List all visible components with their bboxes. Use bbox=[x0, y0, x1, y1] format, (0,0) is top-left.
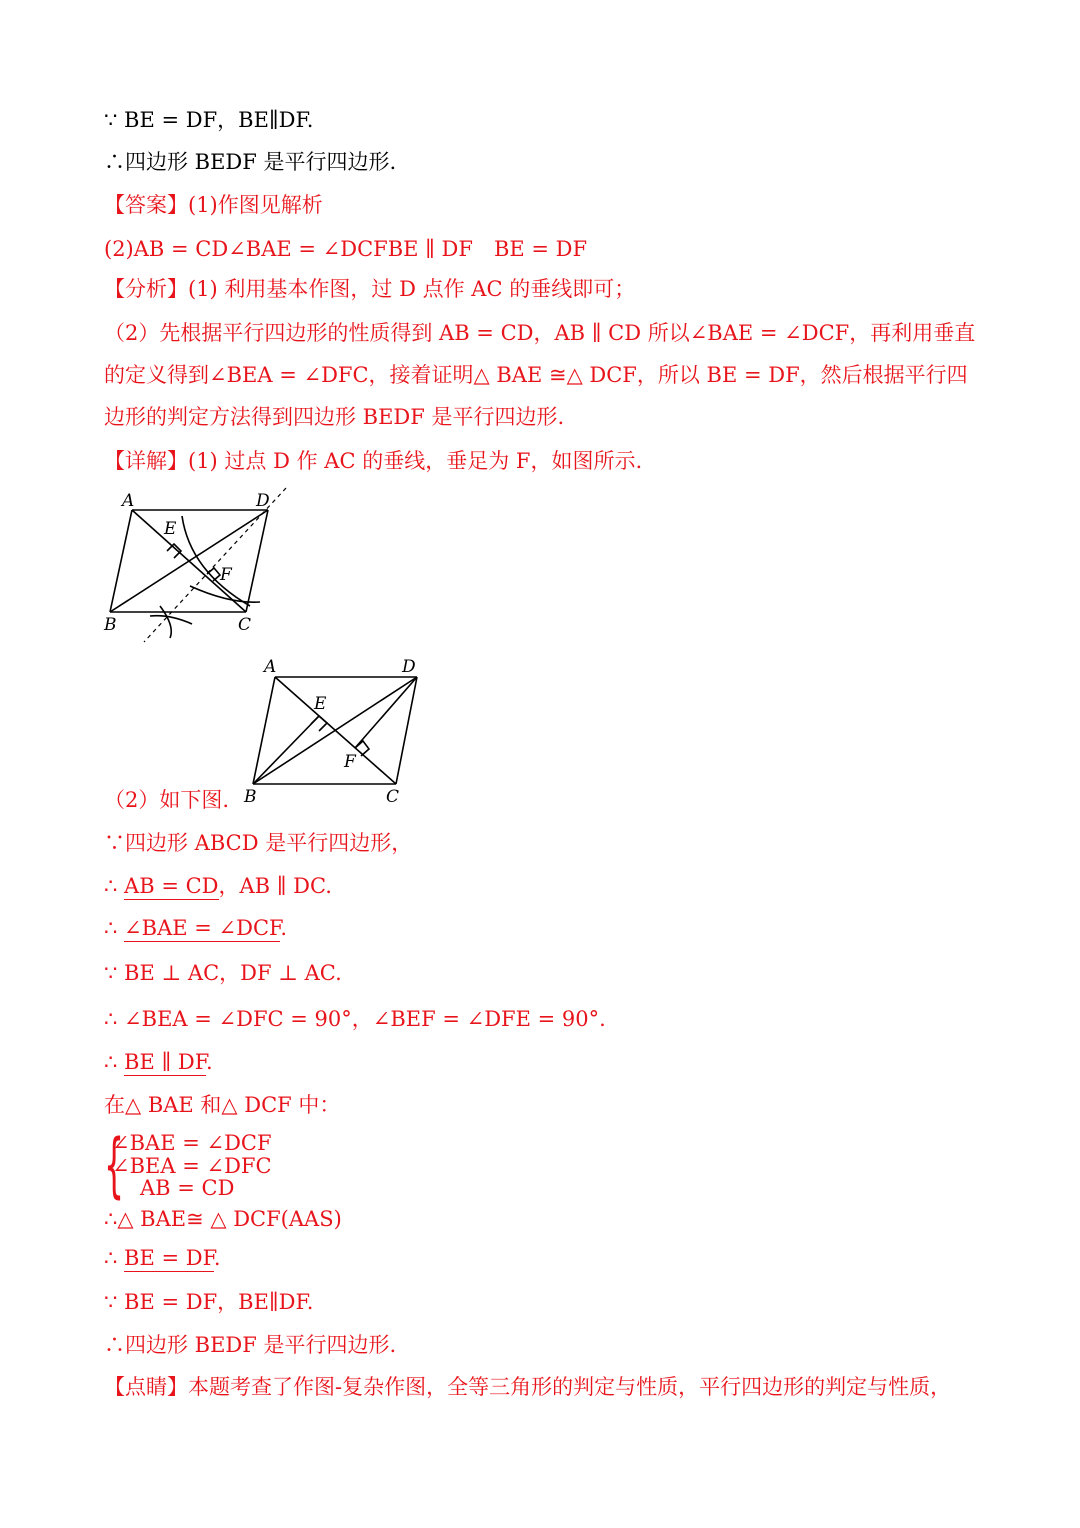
proof-step-3-underlined: ∠BAE = ∠DCF bbox=[124, 916, 281, 940]
detail-part-2: （2）如下图. bbox=[104, 788, 230, 812]
fig1-label-B: B bbox=[104, 615, 117, 635]
proof-step-7: 在△ BAE 和△ DCF 中： bbox=[104, 1093, 341, 1117]
figure-construction bbox=[100, 486, 300, 646]
proof-step-1: ∵四边形 ABCD 是平行四边形， bbox=[104, 831, 413, 855]
proof-step-11: ∴四边形 BEDF 是平行四边形. bbox=[104, 1333, 397, 1357]
fig1-label-F: F bbox=[220, 565, 232, 585]
proof-step-6-underlined: BE ∥ DF bbox=[124, 1050, 206, 1074]
fig2-label-C: C bbox=[386, 787, 400, 807]
analysis-paragraph bbox=[104, 312, 980, 438]
fig2-label-A: A bbox=[264, 657, 277, 677]
fig2-label-D: D bbox=[402, 657, 416, 677]
proof-step-9-underlined: BE = DF bbox=[124, 1246, 214, 1270]
fig2-label-B: B bbox=[244, 787, 257, 807]
fig2-label-E: E bbox=[314, 694, 327, 714]
proof-step-3 bbox=[104, 913, 287, 943]
analysis-part-1: (1) 利用基本作图，过 D 点作 AC 的垂线即可； bbox=[188, 277, 636, 301]
proof-step-2-suffix: ，AB ∥ DC. bbox=[218, 874, 332, 898]
fig1-label-D: D bbox=[256, 491, 270, 511]
answer-part-2: (2)AB = CD∠BAE = ∠DCFBE ∥ DF BE = DF bbox=[104, 237, 588, 261]
proof-step-3-prefix: ∴ bbox=[104, 916, 125, 940]
proof-step-10: ∵ BE = DF，BE∥DF. bbox=[104, 1290, 314, 1314]
fig1-label-A: A bbox=[122, 491, 135, 511]
proof-step-6 bbox=[104, 1047, 213, 1077]
brace-icon: { bbox=[104, 1124, 125, 1206]
fig2-label-F: F bbox=[344, 752, 356, 772]
top-line-2: ∴四边形 BEDF 是平行四边形. bbox=[104, 150, 397, 174]
detail-line-1 bbox=[104, 446, 642, 476]
proof-step-3-suffix: . bbox=[280, 916, 288, 940]
answer-part-1: (1)作图见解析 bbox=[188, 193, 323, 217]
proof-step-9-suffix: . bbox=[213, 1246, 221, 1270]
answer-tag: 【答案】 bbox=[104, 193, 188, 217]
proof-step-9-prefix: ∴ bbox=[104, 1246, 125, 1270]
proof-step-9 bbox=[104, 1243, 221, 1273]
fig1-label-C: C bbox=[238, 615, 252, 635]
detail-part-1: (1) 过点 D 作 AC 的垂线，垂足为 F，如图所示. bbox=[188, 449, 643, 473]
proof-step-6-prefix: ∴ bbox=[104, 1050, 125, 1074]
fig1-label-E: E bbox=[164, 519, 177, 539]
detail-tag: 【详解】 bbox=[104, 449, 188, 473]
analysis-tag: 【分析】 bbox=[104, 277, 188, 301]
proof-step-2-underlined: AB = CD bbox=[124, 874, 219, 898]
analysis-line-1 bbox=[104, 274, 635, 304]
system-row-1: ∠BAE = ∠DCF bbox=[112, 1131, 272, 1155]
figure-parallelogram bbox=[240, 652, 440, 812]
proof-step-2 bbox=[104, 871, 332, 901]
analysis-part-2: （2）先根据平行四边形的性质得到 AB = CD，AB ∥ CD 所以∠BAE = ∠DCF，再利用垂直的定义得到∠BEA = ∠DFC，接着证明△ BAE ≅△ DCF，所以 BE = DF，然后根据平行四边形的判定方法得到四边形 BEDF 是平行四边形. bbox=[104, 321, 976, 429]
system-row-3: AB = CD bbox=[140, 1176, 235, 1200]
comment-line bbox=[104, 1372, 951, 1402]
proof-step-8: ∴△ BAE≅ △ DCF(AAS) bbox=[104, 1207, 342, 1231]
comment-tag: 【点睛】 bbox=[104, 1375, 188, 1399]
proof-step-5: ∴ ∠BEA = ∠DFC = 90°，∠BEF = ∠DFE = 90°. bbox=[104, 1007, 606, 1031]
proof-step-2-prefix: ∴ bbox=[104, 874, 125, 898]
system-row-2: ∠BEA = ∠DFC bbox=[112, 1153, 272, 1178]
proof-step-6-suffix: . bbox=[206, 1050, 213, 1074]
comment-text: 本题考查了作图-复杂作图，全等三角形的判定与性质，平行四边形的判定与性质， bbox=[188, 1375, 952, 1399]
top-line-1: ∵ BE = DF，BE∥DF. bbox=[104, 108, 314, 132]
proof-step-4: ∵ BE ⊥ AC，DF ⊥ AC. bbox=[104, 961, 342, 985]
answer-line-1 bbox=[104, 190, 323, 220]
